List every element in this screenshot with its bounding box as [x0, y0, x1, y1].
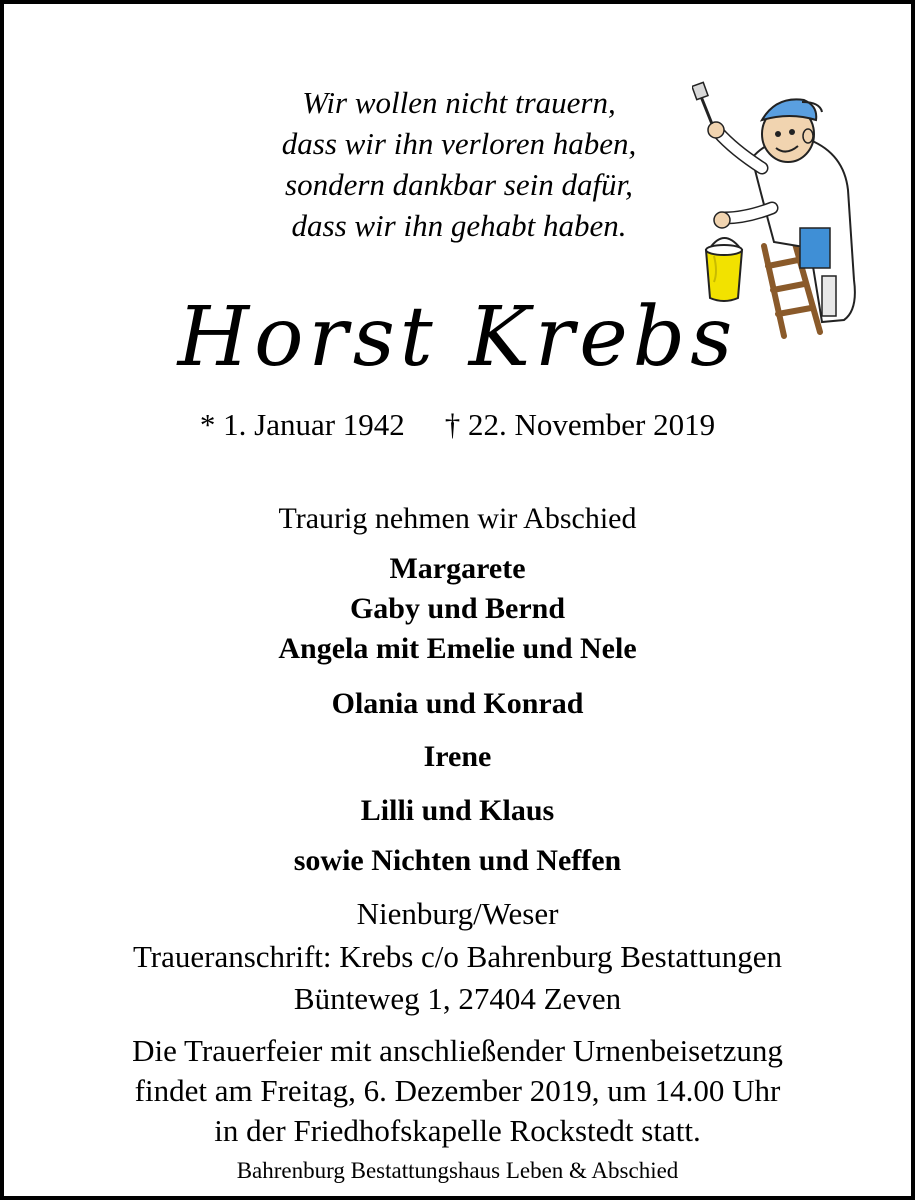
- mourner-name: sowie Nichten und Neffen: [293, 844, 622, 877]
- address-line: Traueranschrift: Krebs c/o Bahrenburg Bestattungen: [132, 939, 783, 974]
- ceremony-line: in der Friedhofskapelle Rockstedt statt.: [214, 1113, 701, 1148]
- life-dates: [4, 406, 911, 444]
- mourning-intro: Traurig nehmen wir Abschied: [278, 502, 637, 535]
- mourner-name: Gaby und Bernd: [349, 592, 566, 625]
- funeral-home-footer: Bahrenburg Bestattungshaus Leben & Abschied: [236, 1158, 679, 1183]
- ceremony-line: Die Trauerfeier mit anschließender Urnenbeisetzung: [132, 1033, 783, 1068]
- quote-line: dass wir ihn gehabt haben.: [291, 208, 627, 243]
- death-date: † 22. November 2019: [444, 407, 716, 442]
- mourner-name: Margarete: [389, 552, 526, 585]
- mourner-name: Irene: [423, 740, 492, 773]
- quote-line: Wir wollen nicht trauern,: [302, 85, 616, 120]
- mourner-name: Angela mit Emelie und Nele: [278, 632, 637, 665]
- mourner-name: Lilli und Klaus: [360, 794, 555, 827]
- mourner-name: Olania und Konrad: [331, 687, 584, 720]
- memorial-quote: [204, 82, 714, 246]
- deceased-name: Horst Krebs: [177, 290, 738, 385]
- birth-date: * 1. Januar 1942: [199, 407, 405, 442]
- quote-line: dass wir ihn verloren haben,: [281, 126, 637, 161]
- quote-line: sondern dankbar sein dafür,: [285, 167, 633, 202]
- address-line: Bünteweg 1, 27404 Zeven: [293, 981, 622, 1016]
- location: Nienburg/Weser: [356, 896, 559, 931]
- ceremony-line: findet am Freitag, 6. Dezember 2019, um 14.00 Uhr: [134, 1073, 781, 1108]
